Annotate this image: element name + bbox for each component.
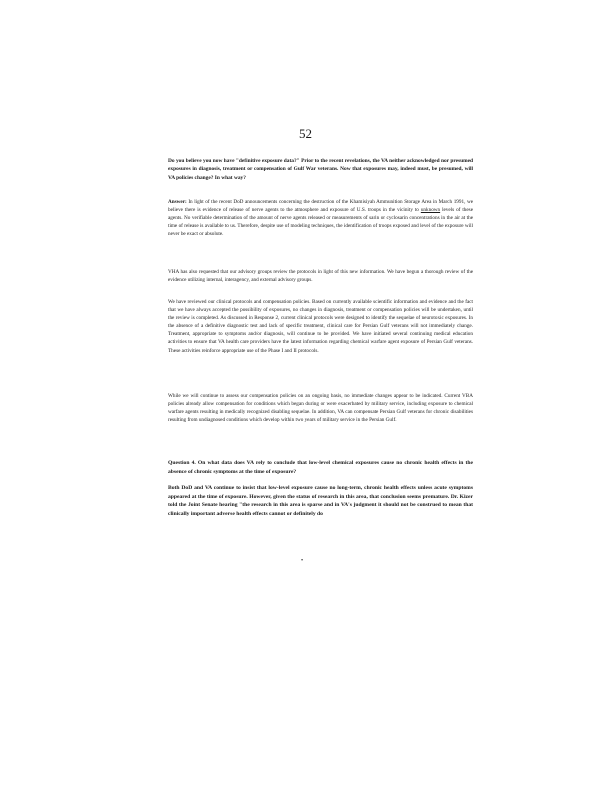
answer-3-p1-part1: In light of the recent DoD announcements concerning the destruction of the Khamisiyah Ammunition Storage Area in March 1991, we believe there is evidence of release of nerve agents to the atmosphere and exposure of U.S. troops in the vicinity to	[168, 199, 473, 214]
footer-mark: •	[301, 558, 304, 564]
question-3-text: Do you believe you now have "definitive exposure data?" Prior to the recent revelations, the VA neither acknowledged nor presumed exposures in diagnosis, treatment or compensation of Gulf War veterans. Now that exposures may, indeed must, be presumed, will VA policies change? In what way?	[168, 158, 473, 181]
page-number: 52	[299, 126, 312, 141]
answer-3-paragraph-1	[168, 198, 473, 238]
question-4-text: Question 4. On what data does VA rely to conclude that low-level chemical exposures cause no chronic health effects in the absence of chronic symptoms at the time of exposure?	[168, 460, 473, 475]
answer-3-p1-part2: levels of these agents. No verifiable determination of the amount of nerve agents released or measurements of sarin or cyclosarin concentrations in the air at the time of release is available to us. Therefore, despite use of modeling techniques, the identification of troops exposed and level of the exposure will never be exact or absolute.	[168, 207, 473, 238]
answer-3-paragraph-3: We have reviewed our clinical protocols and compensation policies. Based on currently available scientific information and evidence and the fact that we have always accepted the possibility of exposures, no changes in diagnosis, treatment or compensation policies will be undertaken, until the review is completed. As discussed in Response 2, current clinical protocols were designed to identify the sequelae of neurotoxic exposures. In the absence of a definitive diagnostic test and lack of specific treatment, clinical care for Persian Gulf veterans will not immediately change. Treatment, appropriate to symptoms and/or diagnosis, will continue to be provided. We have initiated several continuing medical education activities to ensure that VA health care providers have the latest information regarding chemical warfare agent exposure of Persian Gulf veterans. These activities reinforce appropriate use of the Phase I and II protocols.	[168, 299, 473, 354]
answer-label: Answer:	[168, 199, 187, 205]
answer-3-underlined-word: unknown	[420, 207, 441, 214]
followup-paragraph: Both DoD and VA continue to insist that low-level exposure cause no long-term, chronic health effects unless acute symptoms appeared at the time of exposure. However, given the status of research in this area, that conclusion seems premature. Dr. Kizer told the Joint Senate hearing "the research in this area is sparse and in VA's judgment it should not be construed to mean that clinically important adverse health effects cannot or definitely do	[168, 485, 473, 517]
answer-3-paragraph-2: VHA has also requested that our advisory groups review the protocols in light of this new information. We have begun a thorough review of the evidence utilizing internal, interagency, and external advisory groups.	[168, 269, 473, 284]
answer-3-paragraph-4: While we will continue to assess our compensation policies on an ongoing basis, no immediate changes appear to be indicated. Current VBA policies already allow compensation for conditions which began during or were exacerbated by military service, including exposure to chemical warfare agents resulting in medically recognized disabling sequelae. In addition, VA can compensate Persian Gulf veterans for chronic disabilities resulting from undiagnosed conditions which develop within two years of military service in the Persian Gulf.	[168, 393, 473, 424]
